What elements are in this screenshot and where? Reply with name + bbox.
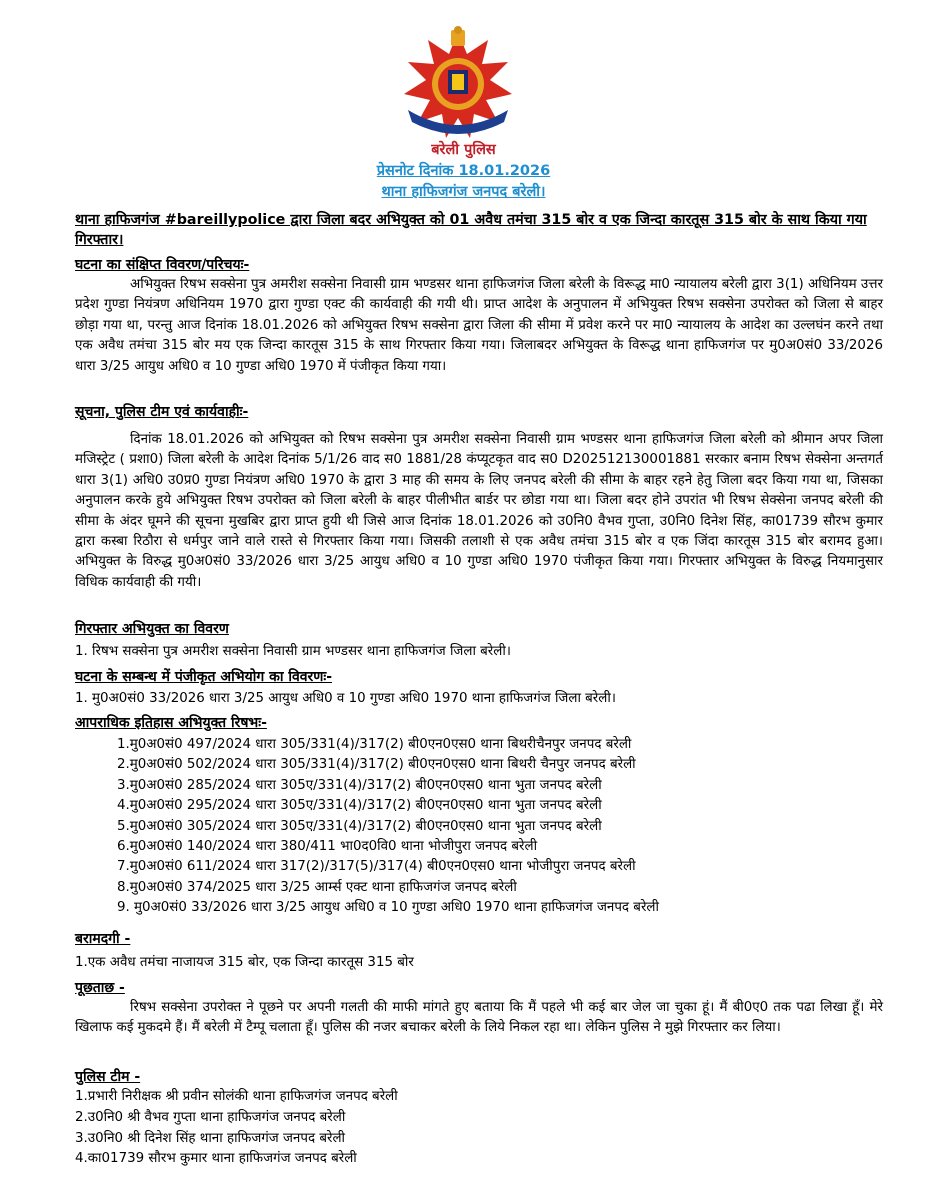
team-member: 2.उ0नि0 श्री वैभव गुप्ता थाना हाफिजगंज जनपद बरेली <box>75 1109 346 1125</box>
station-name: थाना हाफिजगंज जनपद बरेली। <box>381 184 546 200</box>
case-section <box>75 668 883 708</box>
history-item: 3.मु0अ0सं0 285/2024 धारा 305ए/331(4)/317(2) बी0एन0एस0 थाना भुता जनपद बरेली <box>117 777 602 793</box>
arrested-item: 1. रिषभ सक्सेना पुत्र अमरीश सक्सेना निवासी ग्राम भण्डसर थाना हाफिजगंज जिला बरेली। <box>75 644 511 659</box>
history-section <box>75 714 883 919</box>
arrested-section <box>75 620 883 661</box>
team-member: 1.प्रभारी निरीक्षक श्री प्रवीन सोलंकी थाना हाफिजगंज जनपद बरेली <box>75 1089 398 1104</box>
team-list <box>75 1087 883 1170</box>
team-member: 4.का01739 सौरभ कुमार थाना हाफिजगंज जनपद बरेली <box>75 1151 357 1167</box>
incident-section <box>75 256 883 377</box>
history-item: 7.मु0अ0सं0 611/2024 धारा 317(2)/317(5)/317(4) बी0एन0एस0 थाना भोजीपुरा जनपद बरेली <box>117 859 636 875</box>
interrogation-text: रिषभ सक्सेना उपरोक्त ने पूछने पर अपनी गलती की माफी मांगते हुए बताया कि मैं पहले भी कई बार जेल जा चुका हूं। मैं बी0ए0 तक पढा लिखा हूँ। मेरे खिलाफ कई मुकदमे हैं। मैं बरेली में टैम्पू चलाता हूँ। पुलिस की नजर बचाकर बरेली के लिये निकल रहा था। लेकिन पुलिस ने मुझे गिरफ्तार कर लिया। <box>75 1000 883 1036</box>
arrested-heading: गिरफ्तार अभियुक्त का विवरण <box>75 621 229 637</box>
history-item: 2.मु0अ0सं0 502/2024 धारा 305/331(4)/317(2) बी0एन0एस0 थाना बिथरी चैनपुर जनपद बरेली <box>117 757 636 773</box>
history-item: 9. मु0अ0सं0 33/2026 धारा 3/25 आयुध अधि0 व 10 गुण्डा अधि0 1970 थाना हाफिजगंज जनपद बरेली <box>117 900 659 916</box>
interrogation-section <box>75 979 883 1039</box>
press-note-date: प्रेसनोट दिनांक 18.01.2026 <box>376 163 551 179</box>
recovery-heading: बरामदगी - <box>75 931 131 947</box>
history-list <box>75 735 883 919</box>
interrogation-heading: पूछताछ - <box>75 980 125 996</box>
history-item: 6.मु0अ0सं0 140/2024 धारा 380/411 भा0द0वि0 थाना भोजीपुरा जनपद बरेली <box>117 839 538 855</box>
up-police-emblem-icon <box>392 22 524 140</box>
history-item: 1.मु0अ0सं0 497/2024 धारा 305/331(4)/317(2) बी0एन0एस0 थाना बिथरीचैनपुर जनपद बरेली <box>117 737 632 752</box>
case-item: 1. मु0अ0सं0 33/2026 धारा 3/25 आयुध अधि0 व 10 गुण्डा अधि0 1970 थाना हाफिजगंज जिला बरेली। <box>75 691 616 706</box>
incident-text: अभियुक्त रिषभ सक्सेना पुत्र अमरीश सक्सेना निवासी ग्राम भण्डसर थाना हाफिजगंज जिला बरेली के विरूद्ध मा0 न्यायालय बरेली द्वारा 3(1) अधिनियम उत्तर प्रदेश गुण्डा नियंत्रण अधिनियम 1970 द्वारा गुण्डा एक्ट की कार्यवाही की गयी थी। प्राप्त आदेश के अनुपालन में अभियुक्त रिषभ सक्सेना उपरोक्त को जिला से बाहर छोड़ा गया था, परन्तु आज दिनांक 18.01.2026 को अभियुक्त रिषभ सक्सेना द्वारा जिला की सीमा में प्रवेश करने पर मा0 न्यायालय के आदेश का उल्लघंन करने तथा एक अवैध तमंचा 315 बोर मय एक जिन्दा कारतूस 315 के साथ गिरफ्तार किया गया। जिलाबदर अभियुक्त के विरूद्ध थाना हाफिजगंज पर मु0अ0सं0 33/2026 धारा 3/25 आयुध अधि0 व 10 गुण्डा अधि0 1970 में पंजीकृत किया गया। <box>75 277 883 374</box>
incident-heading: घटना का संक्षिप्त विवरण/परिचयः- <box>75 257 250 273</box>
action-heading: सूचना, पुलिस टीम एवं कार्यवाहीः- <box>75 404 249 420</box>
recovery-section <box>75 930 883 972</box>
team-section <box>75 1068 883 1170</box>
team-heading: पुलिस टीम - <box>75 1069 141 1085</box>
history-item: 5.मु0अ0सं0 305/2024 धारा 305ए/331(4)/317(2) बी0एन0एस0 थाना भुता जनपद बरेली <box>117 818 602 834</box>
history-heading: आपराधिक इतिहास अभियुक्त रिषभः- <box>75 715 267 731</box>
action-section <box>75 403 883 593</box>
case-heading: घटना के सम्बन्ध में पंजीकृत अभियोग का विवरणः- <box>75 669 333 685</box>
history-item: 8.मु0अ0सं0 374/2025 धारा 3/25 आर्म्स एक्ट थाना हाफिजगंज जनपद बरेली <box>117 879 517 895</box>
team-member: 3.उ0नि0 श्री दिनेश सिंह थाना हाफिजगंज जनपद बरेली <box>75 1130 346 1146</box>
org-name: बरेली पुलिस <box>431 142 496 158</box>
history-item: 4.मु0अ0सं0 295/2024 धारा 305ए/331(4)/317(2) बी0एन0एस0 थाना भुता जनपद बरेली <box>117 798 602 814</box>
headline: थाना हाफिजगंज #bareillypolice द्वारा जिला बदर अभियुक्त को 01 अवैध तमंचा 315 बोर व एक जिन्दा कारतूस 315 बोर के साथ किया गया गिरफ्तार। <box>75 212 867 248</box>
recovery-item: 1.एक अवैध तमंचा नाजायज 315 बोर, एक जिन्दा कारतूस 315 बोर <box>75 955 414 970</box>
action-text: दिनांक 18.01.2026 को अभियुक्त को रिषभ सक्सेना पुत्र अमरीश सक्सेना निवासी ग्राम भण्डसर थाना हाफिजगंज जिला बरेली को श्रीमान अपर जिला मजिस्ट्रेट ( प्रशा0) जिला बरेली के आदेश दिनांक 5/1/26 वाद स0 1881/28 कंप्यूटकृत वाद स0 D202512130001881 सरकार बनाम रिषभ सेक्सेना अन्तगर्त धारा 3(1) अधि0 उ0प्र0 गुण्डा नियंत्रण अधि0 1970 के द्वारा 3 माह की समय के लिए जनपद बरेली की सीमा के बाहर रहने हेतु जिला बदर किया गया था, जिसका अनुपालन करके हुये अभियुक्त रिषभ उपरोक्त को जिला बरेली के बाहर पीलीभीत बार्डर पर छोडा गया था। जिला बदर होने उपरांत भी रिषभ सेक्सेना जनपद बरेली की सीमा के अंदर घूमने की सूचना मुखबिर द्वारा प्राप्त हुयी थी जिसे आज दिनांक 18.01.2026 को उ0नि0 वैभव गुप्ता, उ0नि0 दिनेश सिंह, का01739 सौरभ कुमार द्वारा कस्बा रिठौरा से धर्मपुर जाने वाले रास्ते से गिरफ्तार किया गया। जिसकी तलाशी से एक अवैध तमंचा 315 बोर व एक जिंदा कारतूस 315 बोर बरामद हुआ। अभियुक्त के विरुद्ध मु0अ0सं0 33/2026 धारा 3/25 आयुध अधि0 व 10 गुण्डा अधि0 1970 पंजीकृत किया गया। गिरफ्तार अभियुक्त के विरुद्ध नियमानुसार विधिक कार्यवाही की गयी। <box>75 432 883 590</box>
